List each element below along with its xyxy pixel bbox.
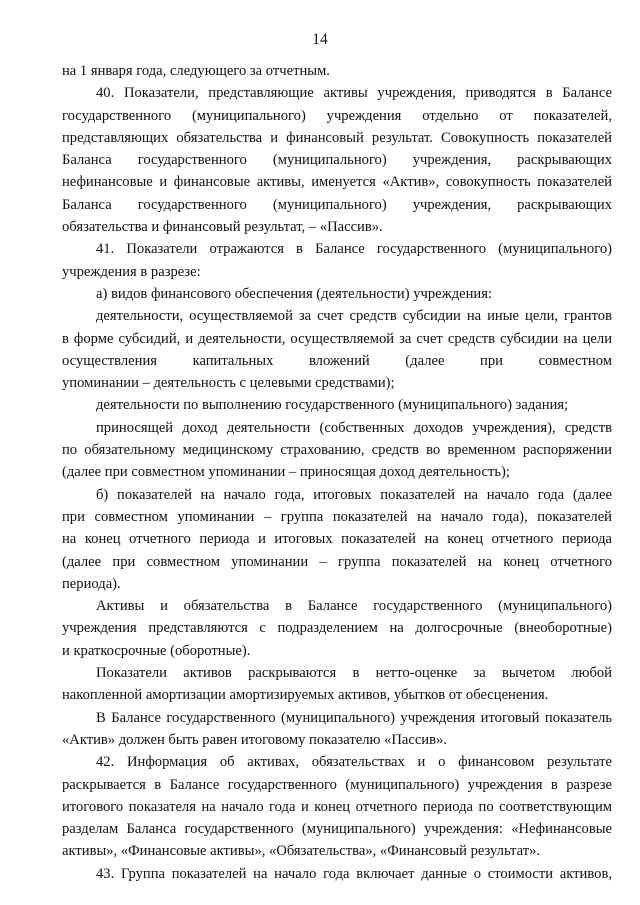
text-line: в форме субсидий, и деятельности, осуществляемой за счет средств субсидии на цели [62, 330, 612, 347]
text-line: итогового показателя на начало года и конец отчетного периода по соответствующим [62, 798, 612, 815]
text-line: В Балансе государственного (муниципального) учреждения итоговый показатель [96, 709, 612, 726]
text-line: «Актив» должен быть равен итоговому показателю «Пассив». [62, 731, 447, 748]
text-line: государственного (муниципального) учреждения отдельно от показателей, [62, 107, 612, 124]
text-line: приносящей доход деятельности (собственных доходов учреждения), средств [96, 419, 612, 436]
text-line: 40. Показатели, представляющие активы учреждения, приводятся в Балансе [96, 85, 612, 102]
text-line: активы», «Финансовые активы», «Обязательства», «Финансовый результат». [62, 843, 541, 860]
text-line: 41. Показатели отражаются в Балансе государственного (муниципального) [96, 241, 612, 258]
text-line: (далее при совместном упоминании – приносящая доход деятельность); [62, 464, 510, 481]
text-line: раскрывается в Балансе государственного (муниципального) учреждения в разрезе [62, 776, 612, 793]
text-line: и краткосрочные (оборотные). [62, 642, 251, 659]
text-line: деятельности, осуществляемой за счет средств субсидии на иные цели, грантов [96, 308, 612, 325]
text-line: Баланса государственного (муниципального) учреждения, раскрывающих [62, 152, 612, 169]
text-line: Показатели активов раскрываются в нетто-оценке за вычетом любой [96, 665, 612, 682]
page-number: 14 [312, 31, 328, 48]
text-line: деятельности по выполнению государственного (муниципального) задания; [96, 397, 569, 414]
text-line: 42. Информация об активах, обязательствах и о финансовом результате [96, 754, 612, 771]
text-line: нефинансовые и финансовые активы, именуется «Актив», совокупность показателей [62, 174, 612, 191]
text-line: осуществления капитальных вложений (далее при совместном [62, 352, 612, 369]
text-line: (далее при совместном упоминании – группа показателей на конец отчетного [62, 553, 612, 570]
text-line: накопленной амортизации амортизируемых активов, убытков от обесценения. [62, 687, 549, 704]
text-line: 43. Группа показателей на начало года включает данные о стоимости активов, [96, 865, 612, 882]
text-line: Баланса государственного (муниципального) учреждения, раскрывающих [62, 196, 612, 213]
text-line: на 1 января года, следующего за отчетным. [62, 63, 330, 79]
text-line: учреждения представляются с подразделением на долгосрочные (внеоборотные) [62, 620, 612, 637]
text-line: учреждения в разрезе: [62, 263, 201, 280]
text-line: разделам Баланса государственного (муниципального) учреждения: «Нефинансовые [62, 821, 612, 838]
text-line: представляющих обязательства и финансовый результат. Совокупность показателей [62, 129, 612, 146]
document-body [62, 60, 612, 885]
text-line: Активы и обязательства в Балансе государственного (муниципального) [96, 598, 612, 615]
text-line: б) показателей на начало года, итоговых показателей на начало года (далее [96, 486, 612, 503]
text-line: при совместном упоминании – группа показателей на начало года), показателей [62, 508, 612, 525]
text-line: периода). [62, 575, 121, 592]
text-line: а) видов финансового обеспечения (деятельности) учреждения: [96, 285, 493, 302]
text-line: на конец отчетного периода и итоговых показателей на конец отчетного периода [62, 531, 612, 548]
text-line: обязательства и финансовый результат, – «Пассив». [62, 219, 383, 236]
text-line: по обязательному медицинскому страхованию, средств во временном распоряжении [62, 442, 612, 459]
text-line: упоминании – деятельность с целевыми средствами); [62, 375, 395, 392]
